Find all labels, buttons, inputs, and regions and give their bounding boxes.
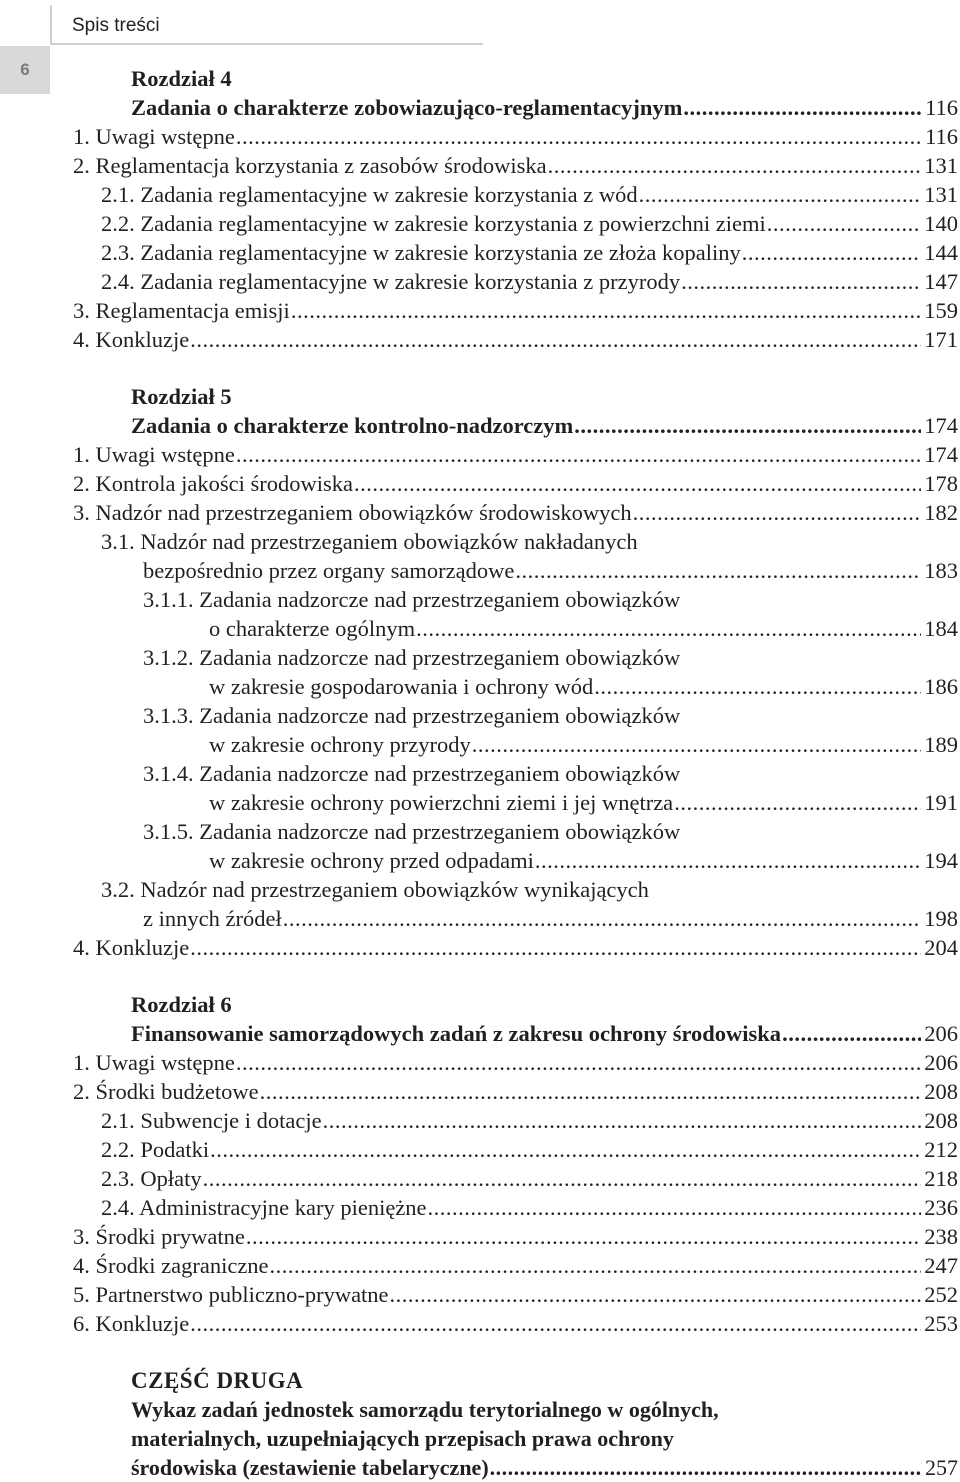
toc-entry — [73, 1222, 958, 1251]
toc-leader-dots — [283, 904, 922, 933]
toc-leader-dots — [490, 1453, 922, 1482]
header-horizontal-rule — [50, 43, 483, 45]
toc-entry-label: Rozdział 5 — [131, 384, 232, 409]
toc-entry-label: 2.4. Zadania reglamentacyjne w zakresie korzystania z przyrody — [101, 269, 681, 294]
toc-entry-label: Rozdział 6 — [131, 992, 232, 1017]
toc-entry-label: 5. Partnerstwo publiczno-prywatne — [73, 1282, 389, 1307]
toc-leader-dots — [236, 122, 922, 151]
toc-entry-label: 3.1.2. Zadania nadzorcze nad przestrzeganiem obowiązków — [143, 645, 681, 670]
toc-leader-dots — [574, 411, 921, 440]
toc-entry-page: 116 — [925, 95, 958, 120]
toc-entry — [73, 1453, 958, 1482]
toc-entry — [73, 1395, 958, 1424]
toc-entry — [73, 817, 958, 846]
toc-entry — [73, 1164, 958, 1193]
toc-entry-page: 257 — [925, 1455, 958, 1480]
running-header-title: Spis treści — [72, 15, 160, 36]
toc-entry — [73, 238, 958, 267]
toc-entry — [73, 1424, 958, 1453]
toc-leader-dots — [742, 238, 922, 267]
toc-leader-dots — [674, 788, 921, 817]
toc-entry — [73, 585, 958, 614]
toc-leader-dots — [203, 1164, 922, 1193]
toc-entry-page: 208 — [924, 1108, 958, 1133]
page-number: 6 — [20, 60, 30, 79]
toc-entry-label: w zakresie gospodarowania i ochrony wód — [209, 674, 594, 699]
toc-leader-dots — [291, 296, 921, 325]
toc-entry-label: 1. Uwagi wstępne — [73, 124, 235, 149]
toc-leader-dots — [390, 1280, 922, 1309]
toc-entry-label: 2.3. Opłaty — [101, 1166, 202, 1191]
toc-entry — [73, 122, 958, 151]
toc-entry-label: 2.2. Podatki — [101, 1137, 210, 1162]
toc-leader-dots — [246, 1222, 921, 1251]
toc-entry-page: 131 — [924, 182, 958, 207]
toc-entry-page: 206 — [924, 1021, 958, 1046]
toc-entry-page: 116 — [925, 124, 958, 149]
toc-entry-label: 3. Nadzór nad przestrzeganiem obowiązków środowiskowych — [73, 500, 632, 525]
toc-entry-label: 3.1.5. Zadania nadzorcze nad przestrzeganiem obowiązków — [143, 819, 681, 844]
toc-entry-page: 186 — [924, 674, 958, 699]
toc-leader-dots — [594, 672, 921, 701]
toc-entry-page: 253 — [924, 1311, 958, 1336]
toc-entry-page: 184 — [924, 616, 958, 641]
toc-entry — [73, 1251, 958, 1280]
toc-entry-label: 2. Kontrola jakości środowiska — [73, 471, 353, 496]
toc-entry-label: w zakresie ochrony powierzchni ziemi i jej wnętrza — [209, 790, 674, 815]
header-vertical-rule — [50, 5, 52, 45]
toc-entry — [73, 180, 958, 209]
toc-entry — [73, 1280, 958, 1309]
toc-entry-page: 204 — [924, 935, 958, 960]
toc-entry-label: 3.1. Nadzór nad przestrzeganiem obowiązków nakładanych — [101, 529, 638, 554]
toc-entry — [73, 325, 958, 354]
toc-entry-label: 2.3. Zadania reglamentacyjne w zakresie korzystania ze złoża kopaliny — [101, 240, 741, 265]
toc-entry-page: 147 — [924, 269, 958, 294]
toc-entry-page: 218 — [924, 1166, 958, 1191]
toc-entry-label: 2.1. Subwencje i dotacje — [101, 1108, 322, 1133]
toc-entry-label: 1. Uwagi wstępne — [73, 1050, 235, 1075]
toc-entry-label: Finansowanie samorządowych zadań z zakresu ochrony środowiska — [131, 1021, 782, 1046]
toc-leader-dots — [767, 209, 922, 238]
toc-entry-label: 4. Środki zagraniczne — [73, 1253, 269, 1278]
toc-entry-label: Wykaz zadań jednostek samorządu terytorialnego w ogólnych, — [131, 1397, 719, 1422]
toc-entry — [73, 64, 958, 93]
toc-entry-page: 191 — [924, 790, 958, 815]
toc-entry-page: 131 — [924, 153, 958, 178]
toc-leader-dots — [782, 1019, 921, 1048]
toc-leader-dots — [260, 1077, 922, 1106]
toc-entry-page: 183 — [924, 558, 958, 583]
toc-entry — [73, 93, 958, 122]
toc-entry-label: 3.1.4. Zadania nadzorcze nad przestrzeganiem obowiązków — [143, 761, 681, 786]
toc-entry — [73, 904, 958, 933]
toc-entry-page: 247 — [924, 1253, 958, 1278]
toc-leader-dots — [236, 1048, 921, 1077]
toc-entry-label: CZĘŚĆ DRUGA — [131, 1368, 304, 1393]
toc-entry-label: z innych źródeł — [143, 906, 282, 931]
toc-entry-page: 236 — [924, 1195, 958, 1220]
toc-entry — [73, 440, 958, 469]
toc-entry-page: 212 — [924, 1137, 958, 1162]
toc-entry-label: 1. Uwagi wstępne — [73, 442, 235, 467]
toc-entry-page: 206 — [924, 1050, 958, 1075]
toc-entry — [73, 730, 958, 759]
toc-leader-dots — [428, 1193, 922, 1222]
toc-entry-label: bezpośrednio przez organy samorządowe — [143, 558, 515, 583]
toc-entry — [73, 527, 958, 556]
toc-leader-dots — [190, 933, 921, 962]
toc-leader-dots — [535, 846, 921, 875]
toc-entry — [73, 1048, 958, 1077]
toc-entry-label: 3. Środki prywatne — [73, 1224, 245, 1249]
toc-entry-page: 208 — [924, 1079, 958, 1104]
toc-leader-dots — [681, 267, 921, 296]
toc-entry-page: 182 — [924, 500, 958, 525]
toc-entry-page: 144 — [924, 240, 958, 265]
toc-entry — [73, 614, 958, 643]
toc-entry-label: 2. Środki budżetowe — [73, 1079, 259, 1104]
toc-leader-dots — [190, 1309, 921, 1338]
toc-leader-dots — [236, 440, 921, 469]
toc-leader-dots — [416, 614, 921, 643]
toc-entry-page: 174 — [924, 442, 958, 467]
toc-entry — [73, 382, 958, 411]
toc-entry-label: o charakterze ogólnym — [209, 616, 416, 641]
toc-entry-label: 3.1.1. Zadania nadzorcze nad przestrzeganiem obowiązków — [143, 587, 681, 612]
toc-entry — [73, 1309, 958, 1338]
toc-entry — [73, 469, 958, 498]
toc-entry-page: 198 — [924, 906, 958, 931]
toc-entry-label: 3.1.3. Zadania nadzorcze nad przestrzeganiem obowiązków — [143, 703, 681, 728]
toc-entry-label: materialnych, uzupełniających przepisach prawa ochrony — [131, 1426, 674, 1451]
toc-entry — [73, 209, 958, 238]
toc-entry — [73, 846, 958, 875]
toc-leader-dots — [354, 469, 921, 498]
toc-entry — [73, 933, 958, 962]
toc-entry-label: 4. Konkluzje — [73, 935, 190, 960]
toc-entry — [73, 556, 958, 585]
toc-entry — [73, 1135, 958, 1164]
toc-entry-label: Zadania o charakterze kontrolno-nadzorczym — [131, 413, 574, 438]
toc-entry-page: 189 — [924, 732, 958, 757]
toc-leader-dots — [548, 151, 922, 180]
toc-entry-label: w zakresie ochrony przyrody — [209, 732, 471, 757]
toc-entry-label: Zadania o charakterze zobowiazująco-reglamentacyjnym — [131, 95, 683, 120]
toc-entry — [73, 1193, 958, 1222]
toc-entry-page: 252 — [924, 1282, 958, 1307]
toc-leader-dots — [515, 556, 921, 585]
toc-entry-label: 3. Reglamentacja emisji — [73, 298, 290, 323]
toc-entry-page: 238 — [924, 1224, 958, 1249]
toc-leader-dots — [639, 180, 922, 209]
toc-entry-label: 2.2. Zadania reglamentacyjne w zakresie korzystania z powierzchni ziemi — [101, 211, 766, 236]
toc-leader-dots — [472, 730, 921, 759]
toc-entry-page: 140 — [924, 211, 958, 236]
toc-entry — [73, 672, 958, 701]
toc-entry — [73, 498, 958, 527]
toc-entry — [73, 759, 958, 788]
toc-leader-dots — [683, 93, 922, 122]
toc-entry-label: Rozdział 4 — [131, 66, 232, 91]
toc-entry-page: 171 — [924, 327, 958, 352]
toc-leader-dots — [633, 498, 922, 527]
toc-entry-page: 178 — [924, 471, 958, 496]
toc-entry-label: 6. Konkluzje — [73, 1311, 190, 1336]
toc-entry-label: 2. Reglamentacja korzystania z zasobów środowiska — [73, 153, 547, 178]
toc-leader-dots — [210, 1135, 921, 1164]
toc-entry — [73, 1366, 958, 1395]
toc-entry — [73, 643, 958, 672]
toc-entry-page: 159 — [924, 298, 958, 323]
toc-entry-label: środowiska (zestawienie tabelaryczne) — [131, 1455, 489, 1480]
toc-entry — [73, 990, 958, 1019]
toc-entry-page: 174 — [924, 413, 958, 438]
toc-leader-dots — [270, 1251, 922, 1280]
toc-entry — [73, 267, 958, 296]
toc-leader-dots — [323, 1106, 922, 1135]
table-of-contents — [73, 64, 958, 1482]
toc-entry-label: 3.2. Nadzór nad przestrzeganiem obowiązków wynikających — [101, 877, 649, 902]
toc-entry-label: 2.1. Zadania reglamentacyjne w zakresie korzystania z wód — [101, 182, 638, 207]
toc-entry — [73, 296, 958, 325]
toc-entry — [73, 788, 958, 817]
toc-entry — [73, 411, 958, 440]
toc-entry-label: 2.4. Administracyjne kary pieniężne — [101, 1195, 427, 1220]
toc-entry — [73, 875, 958, 904]
toc-entry — [73, 1077, 958, 1106]
toc-entry — [73, 1106, 958, 1135]
toc-entry — [73, 151, 958, 180]
toc-entry-label: 4. Konkluzje — [73, 327, 190, 352]
toc-entry-label: w zakresie ochrony przed odpadami — [209, 848, 534, 873]
toc-entry-page: 194 — [924, 848, 958, 873]
toc-leader-dots — [190, 325, 921, 354]
toc-entry — [73, 1019, 958, 1048]
toc-entry — [73, 701, 958, 730]
